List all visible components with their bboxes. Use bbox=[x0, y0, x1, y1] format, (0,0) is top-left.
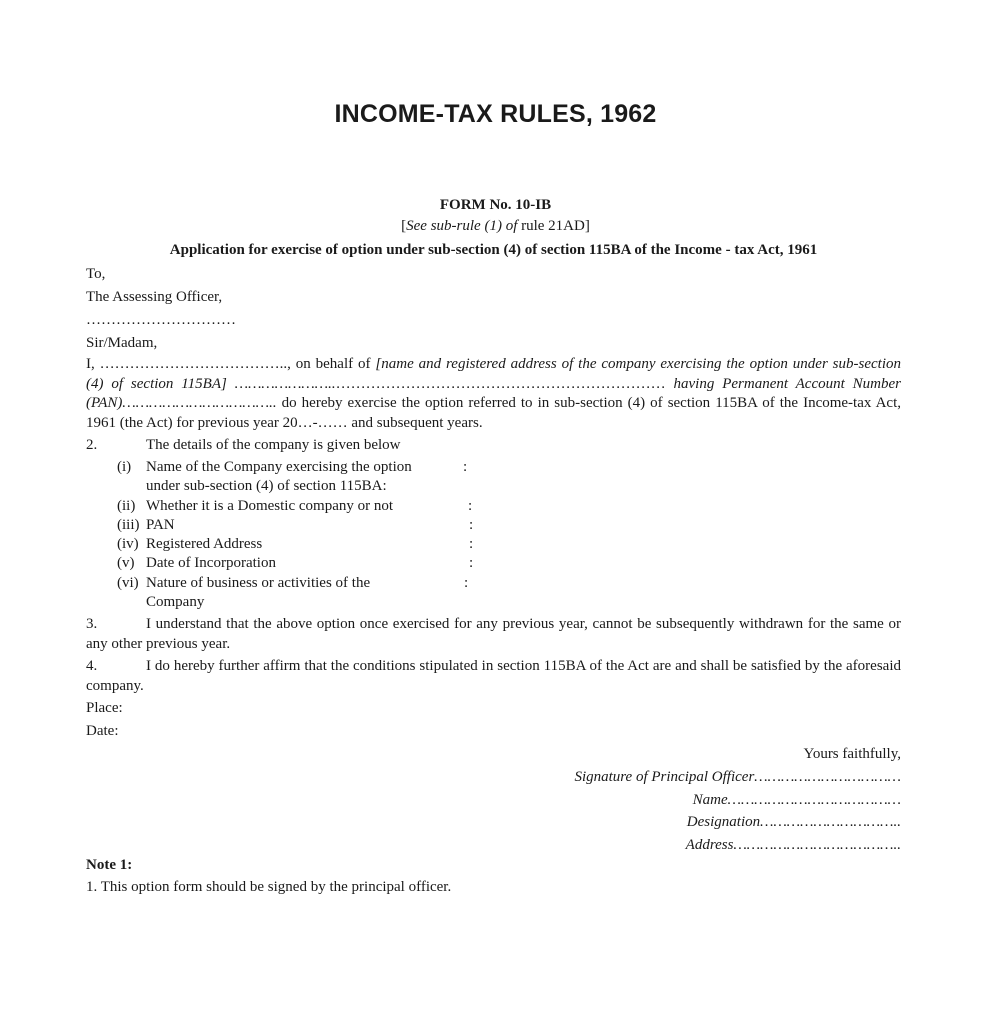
addressee: The Assessing Officer, bbox=[86, 289, 223, 305]
detail-number: (vi) bbox=[117, 575, 139, 591]
closing-line: Yours faithfully, bbox=[803, 746, 901, 762]
para1-start: I, ……………………………….., on behalf of bbox=[86, 356, 376, 372]
place-label: Place: bbox=[86, 700, 123, 716]
note-text: 1. This option form should be signed by the principal officer. bbox=[86, 879, 452, 895]
paragraph-1 bbox=[86, 355, 901, 433]
para2-number: 2. bbox=[86, 437, 98, 453]
detail-colon: : bbox=[468, 498, 473, 514]
detail-label: Nature of business or activities of the bbox=[146, 575, 371, 591]
designation-field: Designation………………………….. bbox=[686, 814, 901, 830]
para3-number: 3. bbox=[86, 616, 98, 632]
detail-label: Whether it is a Domestic company or not bbox=[146, 498, 394, 514]
paragraph-4 bbox=[86, 657, 901, 696]
principal-officer-signature: Signature of Principal Officer…………………………… bbox=[574, 769, 901, 785]
date-label: Date: bbox=[86, 723, 119, 739]
detail-number: (i) bbox=[117, 459, 132, 475]
paragraph-3 bbox=[86, 615, 901, 654]
detail-colon: : bbox=[464, 575, 469, 591]
para4-number: 4. bbox=[86, 658, 98, 674]
detail-label: PAN bbox=[146, 517, 175, 533]
detail-label: Name of the Company exercising the option bbox=[146, 459, 412, 475]
sub-rule-reference bbox=[0, 218, 991, 235]
addressee-blank: ………………………… bbox=[86, 312, 236, 328]
form-number: FORM No. 10-IB bbox=[439, 197, 552, 213]
detail-number: (iv) bbox=[117, 536, 139, 552]
para1-mid: ………………………………………………………… bbox=[335, 375, 674, 392]
detail-label: under sub-section (4) of section 115BA: bbox=[146, 478, 387, 494]
para1-italic: [name and registered address of the company exercising the option under sub-section (4) of section 115BA] ………………….. bbox=[86, 356, 901, 392]
para1-end: do hereby exercise the option referred to in sub-section (4) of section 115BA of the Income-tax Act, 1961 (the Act) for previous year 20…-…… and subsequent years. bbox=[86, 395, 901, 431]
para3-text: I understand that the above option once exercised for any previous year, cannot be subsequently withdrawn for the same or any other previous year. bbox=[86, 616, 901, 652]
detail-colon: : bbox=[463, 459, 468, 475]
address-field: Address……………………………….. bbox=[685, 837, 901, 853]
to-line: To, bbox=[86, 266, 106, 282]
name-field: Name………………………………… bbox=[692, 792, 901, 808]
para4-text: I do hereby further affirm that the conditions stipulated in section 115BA of the Act are and shall be satisfied by the aforesaid company. bbox=[86, 658, 901, 694]
detail-colon: : bbox=[469, 517, 474, 533]
document-title: INCOME-TAX RULES, 1962 bbox=[334, 100, 657, 128]
detail-colon: : bbox=[469, 555, 474, 571]
detail-label: Registered Address bbox=[146, 536, 263, 552]
sub-rule-rest: rule 21AD] bbox=[517, 218, 590, 234]
detail-colon: : bbox=[469, 536, 474, 552]
para2-text: The details of the company is given below bbox=[146, 437, 401, 453]
detail-number: (ii) bbox=[117, 498, 136, 514]
detail-number: (v) bbox=[117, 555, 135, 571]
sub-rule-italic: See sub-rule (1) of bbox=[406, 218, 518, 234]
detail-number: (iii) bbox=[117, 517, 140, 533]
para1-italic-2: having Permanent Account Number (PAN)…………………………….. bbox=[86, 375, 902, 411]
salutation: Sir/Madam, bbox=[86, 335, 158, 351]
detail-label: Company bbox=[146, 594, 205, 610]
detail-label: Date of Incorporation bbox=[146, 555, 276, 571]
note-heading: Note 1: bbox=[86, 857, 133, 873]
sub-rule-open: [ bbox=[401, 218, 407, 234]
application-heading: Application for exercise of option under sub-section (4) of section 115BA of the Income - tax Act, 1961 bbox=[169, 242, 818, 258]
paragraph-2 bbox=[86, 436, 901, 456]
